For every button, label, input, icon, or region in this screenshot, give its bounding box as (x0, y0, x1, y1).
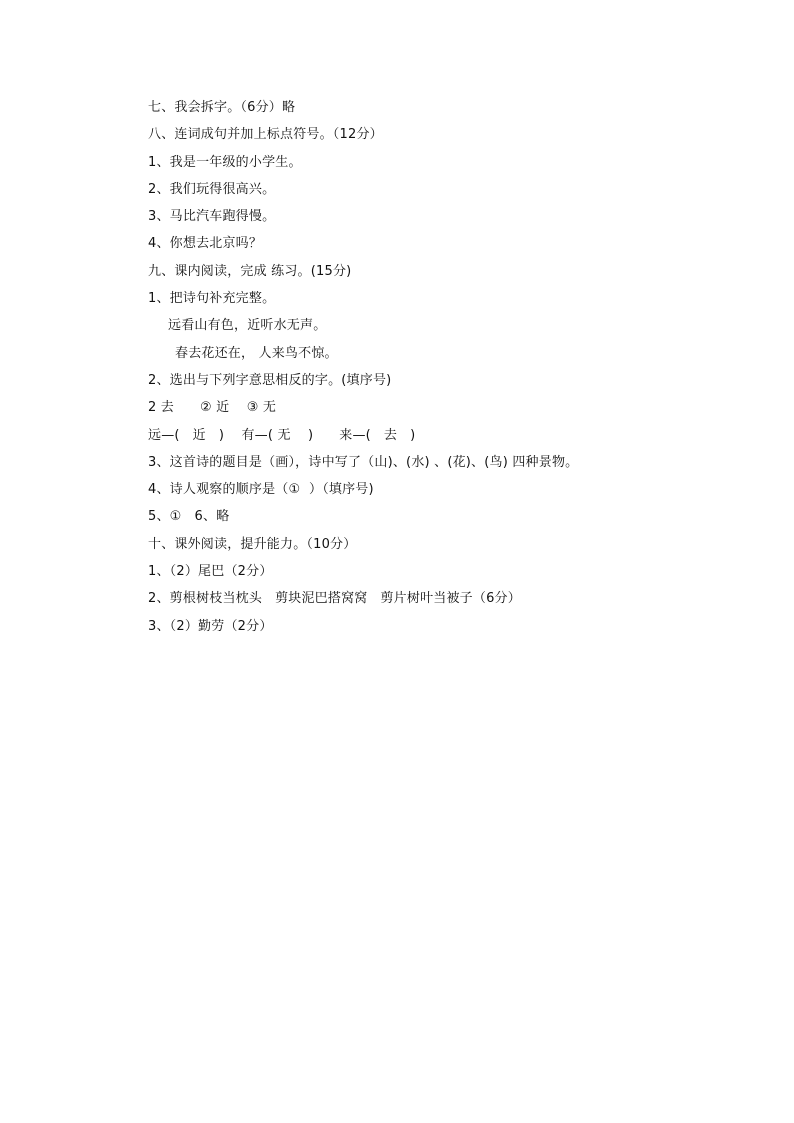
answer-line: 4、诗人观察的顺序是（① ）（填序号) (148, 482, 374, 498)
section-10-heading: 十、课外阅读，提升能力。（10分） (148, 536, 357, 552)
answer-line: 3、马比汽车跑得慢。 (148, 209, 276, 225)
section-8-heading: 八、连词成句并加上标点符号。（12分） (148, 127, 383, 143)
answer-line: 3、这首诗的题目是（画），诗中写了（山)、(水) 、(花)、(鸟) 四种景物。 (148, 454, 579, 470)
answer-line: 2、选出与下列字意思相反的字。(填序号) (148, 372, 392, 388)
answer-line: 1、把诗句补充完整。 (148, 291, 276, 307)
answer-line: 2、我们玩得很高兴。 (148, 181, 276, 197)
answer-line: 3、（2）勤劳（2分） (148, 618, 273, 634)
answer-line: 1、我是一年级的小学生。 (148, 154, 302, 170)
section-7-heading: 七、我会拆字。（6分）略 (148, 100, 296, 115)
answer-line: 4、你想去北京吗？ (148, 236, 263, 252)
answer-line: 2 去 ② 近 ③ 无 (148, 400, 277, 416)
poem-line: 远看山有色，近听水无声。 (168, 318, 327, 334)
answer-content (148, 94, 668, 640)
answer-line: 远—( 近 ) 有—( 无 ) 来—( 去 ) (148, 427, 416, 443)
answer-line: 5、① 6、略 (148, 509, 230, 525)
poem-line: 春去花还在， 人来鸟不惊。 (175, 345, 338, 361)
answer-line: 2、剪根树枝当枕头 剪块泥巴搭窝窝 剪片树叶当被子（6分） (148, 591, 521, 607)
section-9-heading: 九、课内阅读，完成 练习。(15分) (148, 263, 352, 279)
answer-line: 1、（2）尾巴（2分） (148, 564, 273, 580)
